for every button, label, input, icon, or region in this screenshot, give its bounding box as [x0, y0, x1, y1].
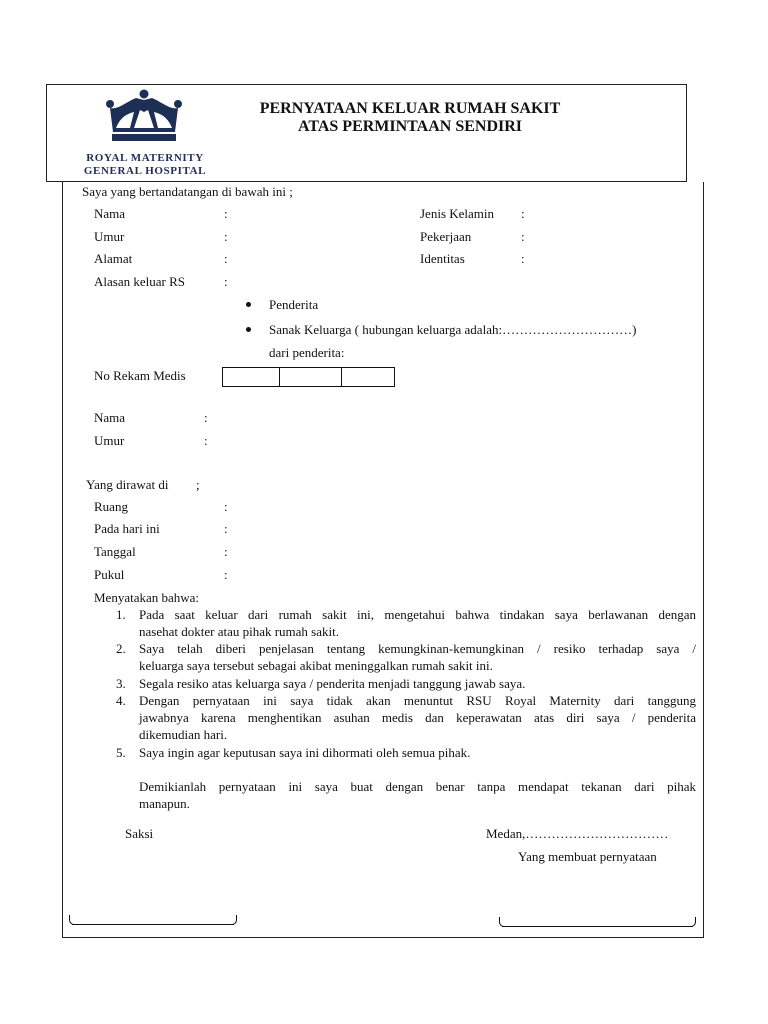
list-item-line: jawabnya karena menghentikan asuhan medis dan keperawatan atas diri saya / penderita [139, 710, 696, 725]
identitas-label: Identitas [420, 251, 465, 266]
umur-label: Umur [94, 229, 125, 244]
pekerjaan-label: Pekerjaan [420, 229, 472, 244]
list-item-number: 3. [116, 676, 126, 691]
rekam-medis-box-3[interactable] [341, 367, 395, 387]
ruang-colon: : [224, 499, 228, 514]
pembuat-label: Yang membuat pernyataan [518, 849, 657, 864]
list-item-line: Saya ingin agar keputusan saya ini dihormati oleh semua pihak. [139, 745, 471, 760]
medan-date-line: Medan,…………………………… [486, 826, 669, 841]
list-item-line: Pada saat keluar dari rumah sakit ini, mengetahui bahwa tindakan saya berlawanan dengan [139, 607, 696, 622]
list-item-line: keluarga saya tersebut sebagai akibat meninggalkan rumah sakit ini. [139, 658, 493, 673]
tanggal-colon: : [224, 544, 228, 559]
umur2-colon: : [204, 433, 208, 448]
option-penderita: Penderita [269, 297, 319, 312]
bullet-icon [246, 327, 251, 332]
option-sanak-keluarga: Sanak Keluarga ( hubungan keluarga adalah:…………………………) [269, 322, 637, 337]
closing-line1: Demikianlah pernyataan ini saya buat dengan benar tanpa mendapat tekanan dari pihak [139, 779, 696, 794]
rekam-medis-box-2[interactable] [279, 367, 342, 387]
jenis-kelamin-colon: : [521, 206, 525, 221]
alamat-label: Alamat [94, 251, 133, 266]
ruang-label: Ruang [94, 499, 128, 514]
pekerjaan-colon: : [521, 229, 525, 244]
alasan-label: Alasan keluar RS [94, 274, 185, 289]
nama-label: Nama [94, 206, 126, 221]
rekam-medis-box-1[interactable] [222, 367, 280, 387]
alamat-colon: : [224, 251, 228, 266]
tanggal-label: Tanggal [94, 544, 136, 559]
crown-icon [104, 88, 184, 144]
list-item-line: Dengan pernyataan ini saya tidak akan menuntut RSU Royal Maternity dari tanggung [139, 693, 696, 708]
list-item-number: 5. [116, 745, 126, 760]
list-item-number: 1. [116, 607, 126, 622]
nama2-colon: : [204, 410, 208, 425]
jenis-kelamin-label: Jenis Kelamin [420, 206, 495, 221]
intro-text: Saya yang bertandatangan di bawah ini ; [82, 184, 293, 199]
umur-colon: : [224, 229, 228, 244]
saksi-label: Saksi [125, 826, 154, 841]
list-item-line: Segala resiko atas keluarga saya / penderita menjadi tanggung jawab saya. [139, 676, 526, 691]
list-item-line: dikemudian hari. [139, 727, 228, 742]
list-item-line: nasehat dokter atau pihak rumah sakit. [139, 624, 339, 639]
identitas-colon: : [521, 251, 525, 266]
hospital-name-line1: ROYAL MATERNITY [86, 152, 204, 164]
dirawat-label: Yang dirawat di [86, 477, 169, 492]
bullet-icon [246, 302, 251, 307]
pukul-label: Pukul [94, 567, 125, 582]
dirawat-colon: ; [196, 477, 200, 492]
nama2-label: Nama [94, 410, 126, 425]
pukul-colon: : [224, 567, 228, 582]
hari-colon: : [224, 521, 228, 536]
no-rekam-medis-label: No Rekam Medis [94, 368, 186, 383]
list-item-number: 2. [116, 641, 126, 656]
page-title-line2: ATAS PERMINTAAN SENDIRI [297, 118, 523, 135]
umur2-label: Umur [94, 433, 125, 448]
closing-line2: manapun. [139, 796, 190, 811]
statements-intro: Menyatakan bahwa: [94, 590, 200, 605]
list-item-number: 4. [116, 693, 126, 708]
list-item-line: Saya telah diberi penjelasan tentang kemungkinan-kemungkinan / resiko terhadap saya / [139, 641, 696, 656]
pembuat-signature-line[interactable] [502, 915, 693, 927]
form-body-box [62, 182, 704, 938]
hospital-name-line2: GENERAL HOSPITAL [83, 165, 207, 177]
alasan-colon: : [224, 274, 228, 289]
saksi-signature-line[interactable] [72, 913, 234, 925]
nama-colon: : [224, 206, 228, 221]
hari-label: Pada hari ini [94, 521, 160, 536]
option-sanak-keluarga-cont: dari penderita: [269, 345, 345, 360]
page-title-line1: PERNYATAAN KELUAR RUMAH SAKIT [259, 100, 561, 117]
